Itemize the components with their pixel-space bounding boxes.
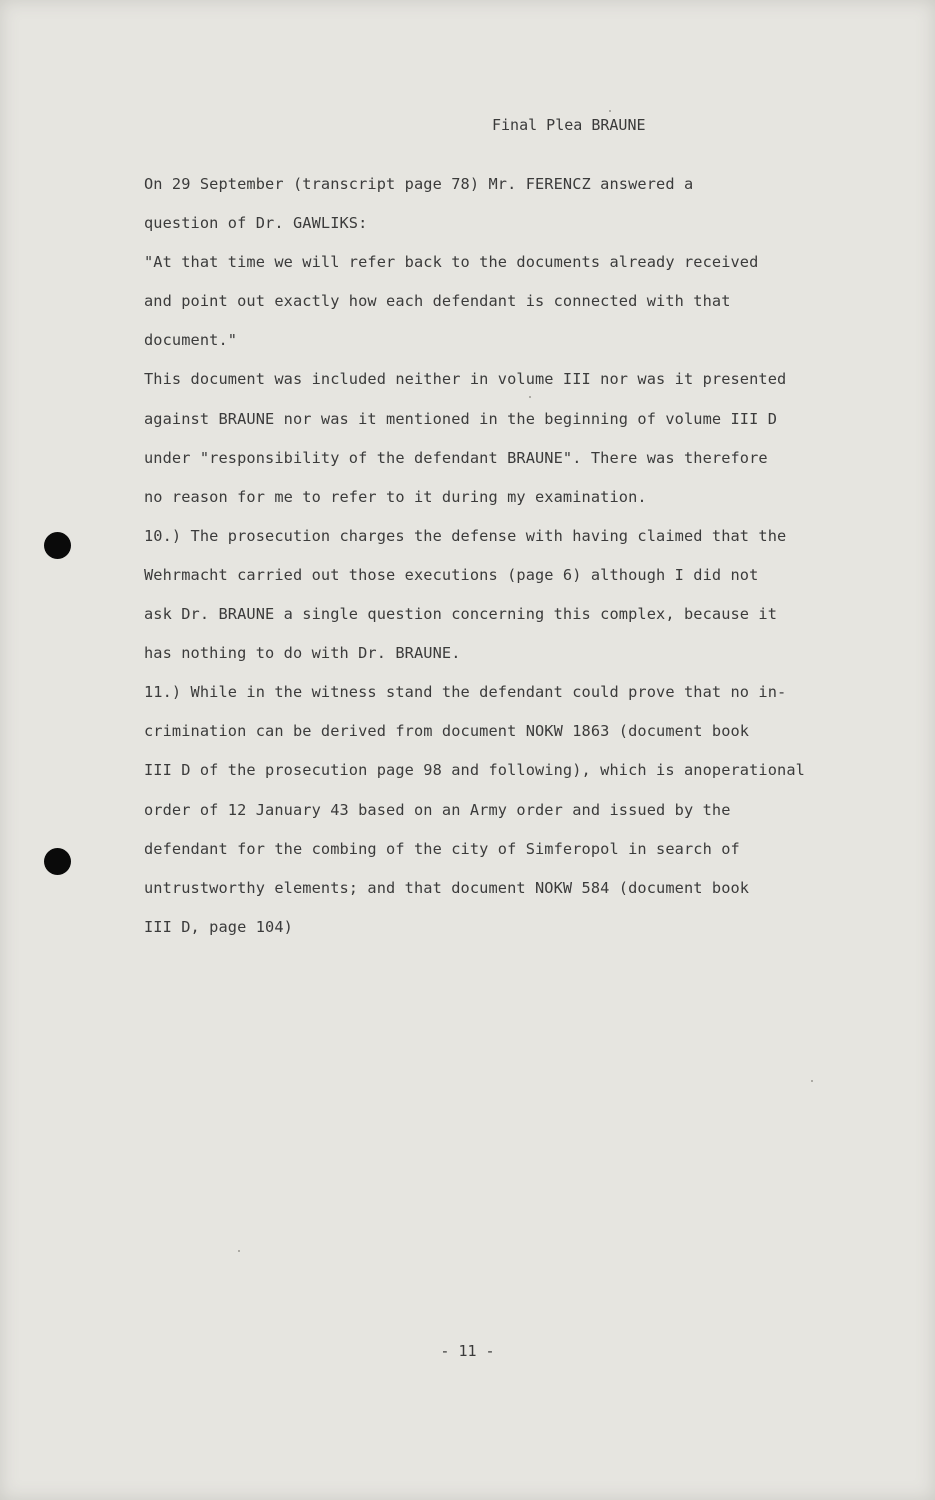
document-header: Final Plea BRAUNE [492, 116, 646, 134]
paper-speck [811, 1080, 813, 1082]
text-line: under "responsibility of the defendant BRAUNE". There was therefore [144, 448, 768, 467]
text-line: This document was included neither in volume III nor was it presented [144, 370, 787, 389]
text-line: no reason for me to refer to it during my examination. [144, 487, 647, 506]
text-line: and point out exactly how each defendant is connected with that [144, 292, 731, 311]
text-line: 10.) The prosecution charges the defense with having claimed that the [144, 526, 787, 545]
text-line: against BRAUNE nor was it mentioned in the beginning of volume III D [144, 409, 778, 428]
document-body [144, 172, 834, 954]
text-line: III D, page 104) [144, 917, 293, 936]
text-line: On 29 September (transcript page 78) Mr. FERENCZ answered a [144, 175, 694, 193]
text-line: untrustworthy elements; and that document NOKW 584 (document book [144, 878, 750, 897]
page-number: - 11 - [440, 1342, 495, 1360]
text-line: "At that time we will refer back to the documents already received [144, 253, 759, 272]
text-line: has nothing to do with Dr. BRAUNE. [144, 644, 461, 663]
text-line: III D of the prosecution page 98 and following), which is anoperational [144, 761, 805, 780]
text-line: crimination can be derived from document NOKW 1863 (document book [144, 722, 750, 741]
paper-speck [238, 1250, 240, 1252]
text-line: document." [144, 331, 238, 350]
text-line: defendant for the combing of the city of Simferopol in search of [144, 839, 740, 858]
punch-hole [44, 848, 71, 875]
punch-hole [44, 532, 71, 559]
text-line: question of Dr. GAWLIKS: [144, 214, 368, 233]
paper-speck [529, 396, 531, 398]
text-line: ask Dr. BRAUNE a single question concerning this complex, because it [144, 605, 778, 624]
text-line: Wehrmacht carried out those executions (page 6) although I did not [144, 565, 759, 584]
text-line: order of 12 January 43 based on an Army order and issued by the [144, 800, 731, 819]
text-line: 11.) While in the witness stand the defendant could prove that no in- [144, 683, 787, 702]
paper-speck [609, 110, 611, 112]
